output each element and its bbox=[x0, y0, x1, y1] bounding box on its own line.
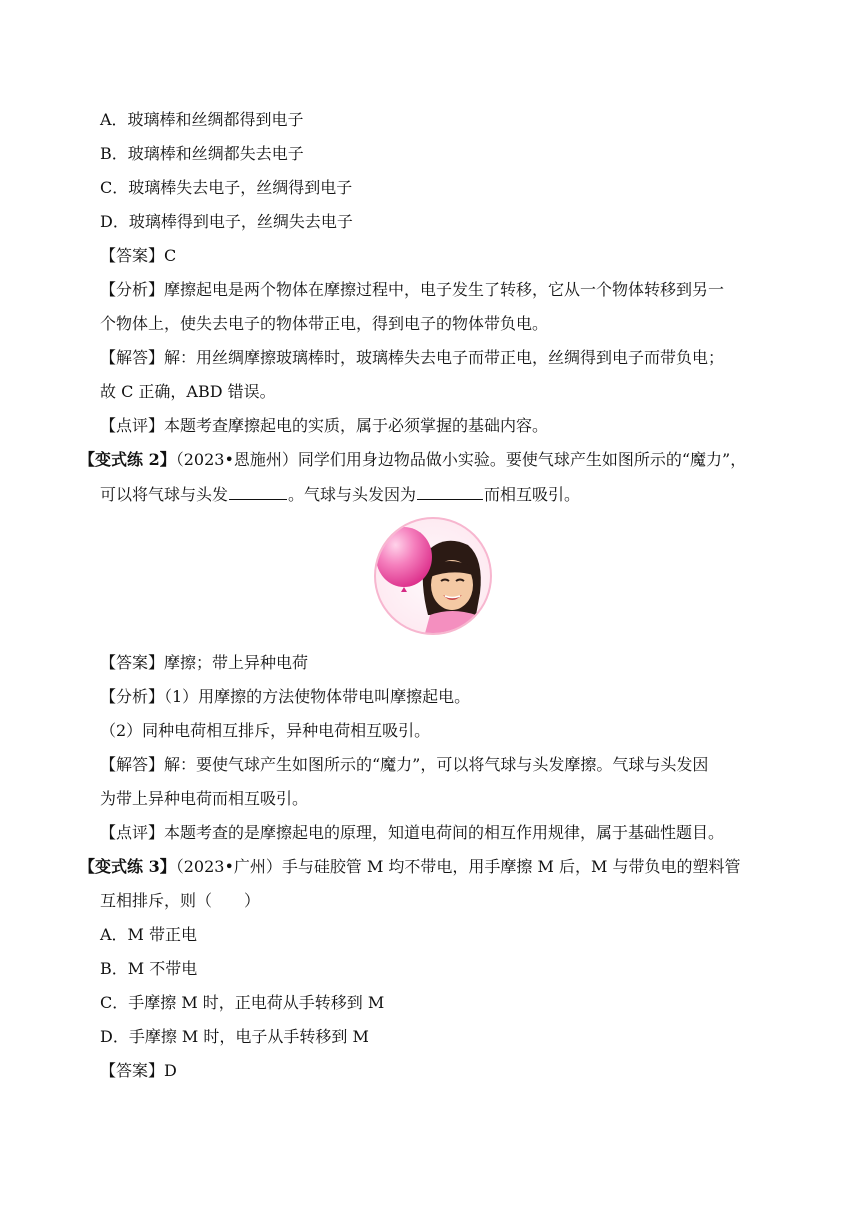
q2-solution-line1: 【解答】解：要使气球产生如图所示的“魔力”，可以将气球与头发摩擦。气球与头发因 bbox=[100, 755, 709, 774]
balloon-girl-figure bbox=[372, 515, 494, 637]
q2-stem-text2c: 而相互吸引。 bbox=[484, 485, 581, 504]
q2-stem-line1 bbox=[79, 449, 746, 471]
q2-blank-1[interactable] bbox=[229, 483, 287, 500]
q2-solution-line2: 为带上异种电荷而相互吸引。 bbox=[100, 789, 309, 808]
q2-blank-2[interactable] bbox=[417, 483, 483, 500]
q3-stem-line1 bbox=[79, 856, 740, 878]
q1-answer: 【答案】C bbox=[100, 246, 177, 265]
q2-stem-line2 bbox=[100, 483, 580, 505]
q2-comment: 【点评】本题考查的是摩擦起电的原理，知道电荷间的相互作用规律，属于基础性题目。 bbox=[100, 823, 725, 842]
q1-solution-line1: 【解答】解：用丝绸摩擦玻璃棒时，玻璃棒失去电子而带正电，丝绸得到电子而带负电； bbox=[100, 348, 725, 367]
q3-option-c: C．手摩擦 M 时，正电荷从手转移到 M bbox=[100, 993, 385, 1012]
q1-option-a: A．玻璃棒和丝绸都得到电子 bbox=[100, 110, 304, 129]
q3-option-b: B．M 不带电 bbox=[100, 959, 198, 978]
q2-stem-text1: （2023•恩施州）同学们用身边物品做小实验。要使气球产生如图所示的“魔力”， bbox=[175, 450, 747, 469]
q2-stem-text2b: 。气球与头发因为 bbox=[288, 485, 417, 504]
q3-option-d: D．手摩擦 M 时，电子从手转移到 M bbox=[100, 1027, 369, 1046]
q2-stem-text2a: 可以将气球与头发 bbox=[100, 485, 229, 504]
q3-answer: 【答案】D bbox=[100, 1061, 177, 1080]
q2-answer: 【答案】摩擦；带上异种电荷 bbox=[100, 653, 309, 672]
q3-option-a: A．M 带正电 bbox=[100, 925, 198, 944]
q2-label: 【变式练 2】 bbox=[79, 450, 176, 469]
q1-analysis-line2: 个物体上，使失去电子的物体带正电，得到电子的物体带负电。 bbox=[100, 314, 549, 333]
balloon-girl-illustration bbox=[372, 515, 494, 637]
q3-stem-line2: 互相排斥，则（ ） bbox=[100, 891, 261, 910]
q1-solution-line2: 故 C 正确，ABD 错误。 bbox=[100, 382, 276, 401]
q1-option-d: D．玻璃棒得到电子，丝绸失去电子 bbox=[100, 212, 353, 231]
q2-analysis-line1: 【分析】（1）用摩擦的方法使物体带电叫摩擦起电。 bbox=[100, 687, 471, 706]
q1-comment: 【点评】本题考查摩擦起电的实质，属于必须掌握的基础内容。 bbox=[100, 416, 549, 435]
q3-label: 【变式练 3】 bbox=[79, 857, 176, 876]
q1-option-c: C．玻璃棒失去电子，丝绸得到电子 bbox=[100, 178, 353, 197]
q1-option-b: B．玻璃棒和丝绸都失去电子 bbox=[100, 144, 304, 163]
q2-analysis-line2: （2）同种电荷相互排斥，异种电荷相互吸引。 bbox=[100, 721, 431, 740]
q1-analysis-line1: 【分析】摩擦起电是两个物体在摩擦过程中，电子发生了转移，它从一个物体转移到另一 bbox=[100, 280, 725, 299]
q3-stem-text1: （2023•广州）手与硅胶管 M 均不带电，用手摩擦 M 后，M 与带负电的塑料管 bbox=[175, 857, 741, 876]
